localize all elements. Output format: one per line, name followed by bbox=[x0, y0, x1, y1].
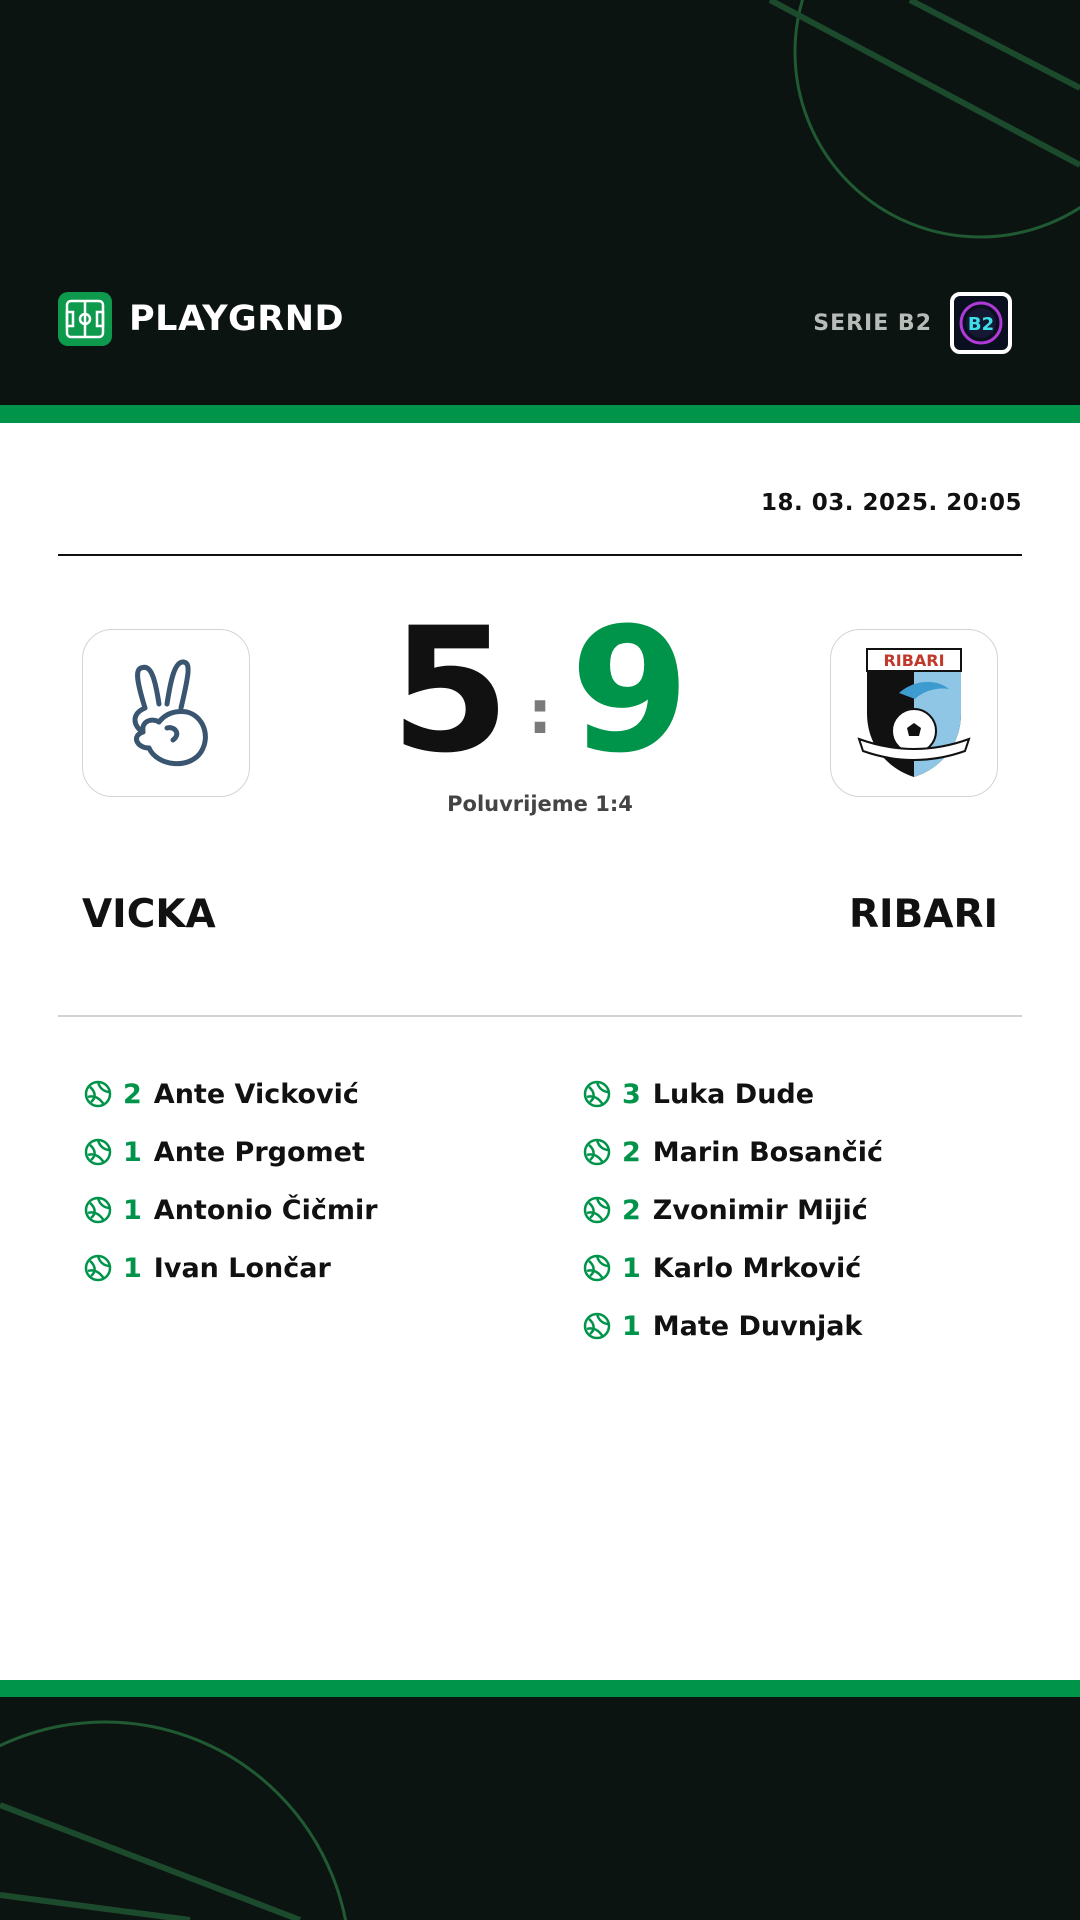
goal-count: 2 bbox=[622, 1136, 641, 1168]
divider bbox=[58, 554, 1022, 556]
ball-icon bbox=[583, 1138, 611, 1166]
scorer-name: Luka Dude bbox=[652, 1078, 815, 1110]
accent-strip-bottom bbox=[0, 1680, 1080, 1698]
scorer-row bbox=[583, 1181, 883, 1239]
ball-icon bbox=[84, 1080, 112, 1108]
scorer-name: Marin Bosančić bbox=[652, 1136, 883, 1168]
brand[interactable] bbox=[58, 292, 344, 346]
scorer-name: Ante Vicković bbox=[153, 1078, 359, 1110]
goal-count: 2 bbox=[123, 1078, 142, 1110]
league[interactable] bbox=[813, 292, 1012, 354]
match-datetime: 18. 03. 2025. 20:05 bbox=[761, 490, 1022, 516]
accent-strip-top bbox=[0, 405, 1080, 423]
goal-count: 3 bbox=[622, 1078, 641, 1110]
header-band bbox=[0, 0, 1080, 405]
goal-count: 1 bbox=[123, 1252, 142, 1284]
scorer-row bbox=[84, 1123, 378, 1181]
ball-icon bbox=[84, 1138, 112, 1166]
field-lines-decoration bbox=[0, 1697, 1080, 1920]
scorer-row bbox=[583, 1239, 883, 1297]
goal-count: 2 bbox=[622, 1194, 641, 1226]
scorer-name: Karlo Mrković bbox=[652, 1252, 862, 1284]
scorer-name: Antonio Čičmir bbox=[153, 1194, 378, 1226]
scorer-name: Zvonimir Mijić bbox=[652, 1194, 868, 1226]
home-scorers-list bbox=[84, 1065, 378, 1297]
ball-icon bbox=[583, 1254, 611, 1282]
scorer-row bbox=[84, 1181, 378, 1239]
scorer-row bbox=[583, 1297, 883, 1355]
halftime-score: Poluvrijeme 1:4 bbox=[447, 792, 633, 816]
scorer-name: Ivan Lončar bbox=[153, 1252, 331, 1284]
home-score: 5 bbox=[390, 590, 510, 791]
ball-icon bbox=[583, 1080, 611, 1108]
footer-band bbox=[0, 1697, 1080, 1920]
goal-count: 1 bbox=[123, 1136, 142, 1168]
away-team-name[interactable]: RIBARI bbox=[849, 892, 998, 937]
league-badge-icon bbox=[950, 292, 1012, 354]
score-separator: : bbox=[528, 678, 552, 748]
scorer-name: Ante Prgomet bbox=[153, 1136, 365, 1168]
league-name: SERIE B2 bbox=[813, 310, 932, 336]
scorer-row bbox=[583, 1065, 883, 1123]
crest-text: RIBARI bbox=[883, 651, 945, 670]
pitch-icon bbox=[58, 292, 112, 346]
scorer-row bbox=[84, 1065, 378, 1123]
goal-count: 1 bbox=[123, 1194, 142, 1226]
scorer-name: Mate Duvnjak bbox=[652, 1310, 863, 1342]
away-scorers-list bbox=[583, 1065, 883, 1355]
ball-icon bbox=[84, 1196, 112, 1224]
divider bbox=[58, 1015, 1022, 1017]
goal-count: 1 bbox=[622, 1310, 641, 1342]
league-badge-text: B2 bbox=[967, 314, 995, 335]
goal-count: 1 bbox=[622, 1252, 641, 1284]
home-team-name[interactable]: VICKA bbox=[82, 892, 216, 937]
ball-icon bbox=[84, 1254, 112, 1282]
scorer-row bbox=[84, 1239, 378, 1297]
scoreboard bbox=[0, 590, 1080, 791]
away-score: 9 bbox=[570, 590, 690, 791]
brand-name: PLAYGRND bbox=[129, 299, 345, 339]
scorer-row bbox=[583, 1123, 883, 1181]
ball-icon bbox=[583, 1196, 611, 1224]
ball-icon bbox=[583, 1312, 611, 1340]
